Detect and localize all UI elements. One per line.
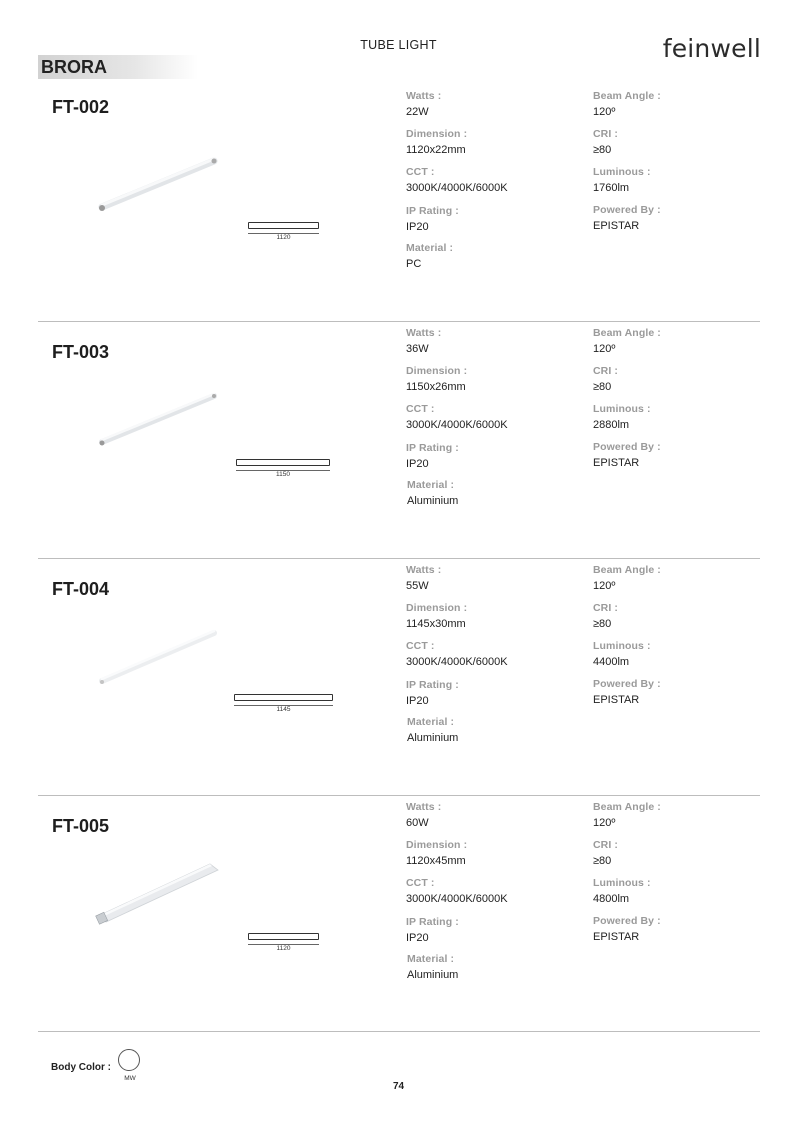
- spec-label: CRI :: [593, 128, 618, 140]
- spec-value: 55W: [406, 580, 429, 592]
- product-section: [38, 558, 760, 796]
- spec-label: Material :: [407, 953, 455, 965]
- tube-light-image: [94, 385, 222, 455]
- spec-value: ≥80: [593, 381, 612, 393]
- dimension-label: 1145: [276, 706, 291, 713]
- spec-value: EPISTAR: [593, 931, 640, 943]
- spec-watts: [406, 564, 441, 592]
- spec-cri: [593, 602, 618, 630]
- spec-value: Aluminium: [407, 732, 459, 744]
- product-section: [38, 85, 760, 322]
- spec-powered-by: [593, 678, 661, 706]
- spec-powered-by: [593, 915, 661, 943]
- tube-light-image: [94, 150, 222, 220]
- spec-dimension: [406, 602, 467, 630]
- dimension-outline: [234, 694, 333, 701]
- spec-watts: [406, 90, 441, 118]
- spec-label: CCT :: [406, 640, 435, 652]
- spec-value: 120º: [593, 580, 616, 592]
- page-number: 74: [392, 1081, 405, 1092]
- spec-label: Material :: [406, 242, 454, 254]
- spec-label: CRI :: [593, 839, 618, 851]
- spec-cct: [406, 403, 508, 431]
- spec-label: CCT :: [406, 877, 435, 889]
- dimension-label: 1150: [276, 471, 290, 478]
- tube-light-image: [94, 856, 222, 926]
- spec-value: 4400lm: [593, 656, 630, 668]
- spec-material: [407, 716, 458, 744]
- spec-watts: [406, 801, 441, 829]
- spec-value: ≥80: [593, 855, 612, 867]
- spec-cct: [406, 166, 508, 194]
- spec-cri: [593, 365, 618, 393]
- dimension-label: 1120: [276, 234, 291, 241]
- dimension-label: 1120: [276, 945, 291, 952]
- spec-luminous: [593, 166, 651, 194]
- spec-luminous: [593, 640, 651, 668]
- spec-label: Luminous :: [593, 877, 651, 889]
- spec-dimension: [406, 839, 467, 867]
- spec-value: PC: [406, 258, 422, 270]
- spec-value: 120º: [593, 106, 616, 118]
- spec-label: Dimension :: [406, 839, 468, 851]
- spec-ip-rating: [406, 916, 459, 944]
- spec-label: CCT :: [406, 166, 435, 178]
- spec-ip-rating: [406, 442, 459, 470]
- spec-material: [406, 242, 453, 270]
- spec-label: Watts :: [406, 801, 442, 813]
- spec-dimension: [406, 365, 467, 393]
- spec-value: 22W: [406, 106, 429, 118]
- spec-cct: [406, 640, 508, 668]
- spec-value: 1150x26mm: [406, 381, 466, 393]
- spec-label: Beam Angle :: [593, 801, 661, 813]
- spec-label: Luminous :: [593, 166, 651, 178]
- spec-label: Dimension :: [406, 128, 468, 140]
- spec-label: Luminous :: [593, 640, 651, 652]
- spec-value: IP20: [406, 458, 429, 470]
- spec-label: IP Rating :: [406, 442, 459, 454]
- spec-value: 3000K/4000K/6000K: [406, 893, 508, 905]
- model-number: FT-005: [52, 816, 110, 836]
- spec-value: 1120x45mm: [406, 855, 466, 867]
- spec-value: EPISTAR: [593, 220, 640, 232]
- spec-value: IP20: [406, 695, 429, 707]
- model-number: FT-002: [52, 97, 110, 117]
- spec-label: IP Rating :: [406, 916, 459, 928]
- spec-label: Dimension :: [406, 602, 468, 614]
- spec-value: 3000K/4000K/6000K: [406, 656, 508, 668]
- spec-label: Beam Angle :: [593, 90, 661, 102]
- spec-value: 1145x30mm: [406, 618, 466, 630]
- spec-value: ≥80: [593, 144, 612, 156]
- spec-label: Watts :: [406, 564, 442, 576]
- spec-value: 60W: [406, 817, 429, 829]
- color-swatch-icon: [118, 1049, 140, 1071]
- spec-label: IP Rating :: [406, 679, 459, 691]
- spec-powered-by: [593, 441, 661, 469]
- spec-value: IP20: [406, 932, 429, 944]
- spec-label: CCT :: [406, 403, 435, 415]
- dimension-outline: [236, 459, 330, 466]
- footer-divider: [38, 1031, 760, 1032]
- spec-value: 3000K/4000K/6000K: [406, 419, 508, 431]
- spec-cri: [593, 128, 618, 156]
- spec-label: Beam Angle :: [593, 327, 661, 339]
- spec-label: Powered By :: [593, 204, 661, 216]
- spec-ip-rating: [406, 205, 459, 233]
- spec-value: ≥80: [593, 618, 612, 630]
- spec-beam-angle: [593, 327, 661, 355]
- spec-ip-rating: [406, 679, 459, 707]
- spec-label: Powered By :: [593, 678, 661, 690]
- model-number: FT-003: [52, 342, 110, 362]
- tube-light-image: [94, 622, 222, 692]
- spec-value: Aluminium: [407, 495, 459, 507]
- spec-luminous: [593, 403, 651, 431]
- product-section: [38, 321, 760, 559]
- spec-label: Powered By :: [593, 441, 661, 453]
- color-code: MW: [124, 1075, 136, 1082]
- spec-value: 2880lm: [593, 419, 630, 431]
- dimension-outline: [248, 933, 319, 940]
- spec-beam-angle: [593, 801, 661, 829]
- spec-value: 36W: [406, 343, 429, 355]
- spec-value: EPISTAR: [593, 457, 640, 469]
- spec-cct: [406, 877, 508, 905]
- spec-cri: [593, 839, 618, 867]
- spec-label: CRI :: [593, 602, 618, 614]
- spec-value: EPISTAR: [593, 694, 640, 706]
- spec-beam-angle: [593, 90, 661, 118]
- spec-value: 3000K/4000K/6000K: [406, 182, 508, 194]
- model-number: FT-004: [52, 579, 110, 599]
- spec-value: 1760lm: [593, 182, 630, 194]
- spec-label: Beam Angle :: [593, 564, 661, 576]
- spec-value: Aluminium: [407, 969, 459, 981]
- series-name: BRORA: [41, 57, 107, 77]
- spec-luminous: [593, 877, 651, 905]
- category-title: TUBE LIGHT: [360, 38, 437, 52]
- spec-value: 120º: [593, 817, 616, 829]
- spec-dimension: [406, 128, 467, 156]
- product-section: [38, 795, 760, 1033]
- spec-label: Material :: [407, 716, 455, 728]
- spec-value: 120º: [593, 343, 616, 355]
- spec-value: 1120x22mm: [406, 144, 466, 156]
- spec-value: 4800lm: [593, 893, 630, 905]
- spec-label: Material :: [407, 479, 455, 491]
- spec-label: Dimension :: [406, 365, 468, 377]
- spec-label: Watts :: [406, 90, 442, 102]
- spec-material: [407, 953, 458, 981]
- dimension-outline: [248, 222, 319, 229]
- spec-powered-by: [593, 204, 661, 232]
- body-color-label: Body Color :: [51, 1062, 111, 1073]
- spec-label: Watts :: [406, 327, 442, 339]
- spec-label: Luminous :: [593, 403, 651, 415]
- spec-beam-angle: [593, 564, 661, 592]
- spec-label: IP Rating :: [406, 205, 459, 217]
- spec-label: Powered By :: [593, 915, 661, 927]
- spec-material: [407, 479, 458, 507]
- spec-label: CRI :: [593, 365, 618, 377]
- spec-watts: [406, 327, 441, 355]
- brand-logo: feinwell: [662, 34, 761, 63]
- spec-value: IP20: [406, 221, 429, 233]
